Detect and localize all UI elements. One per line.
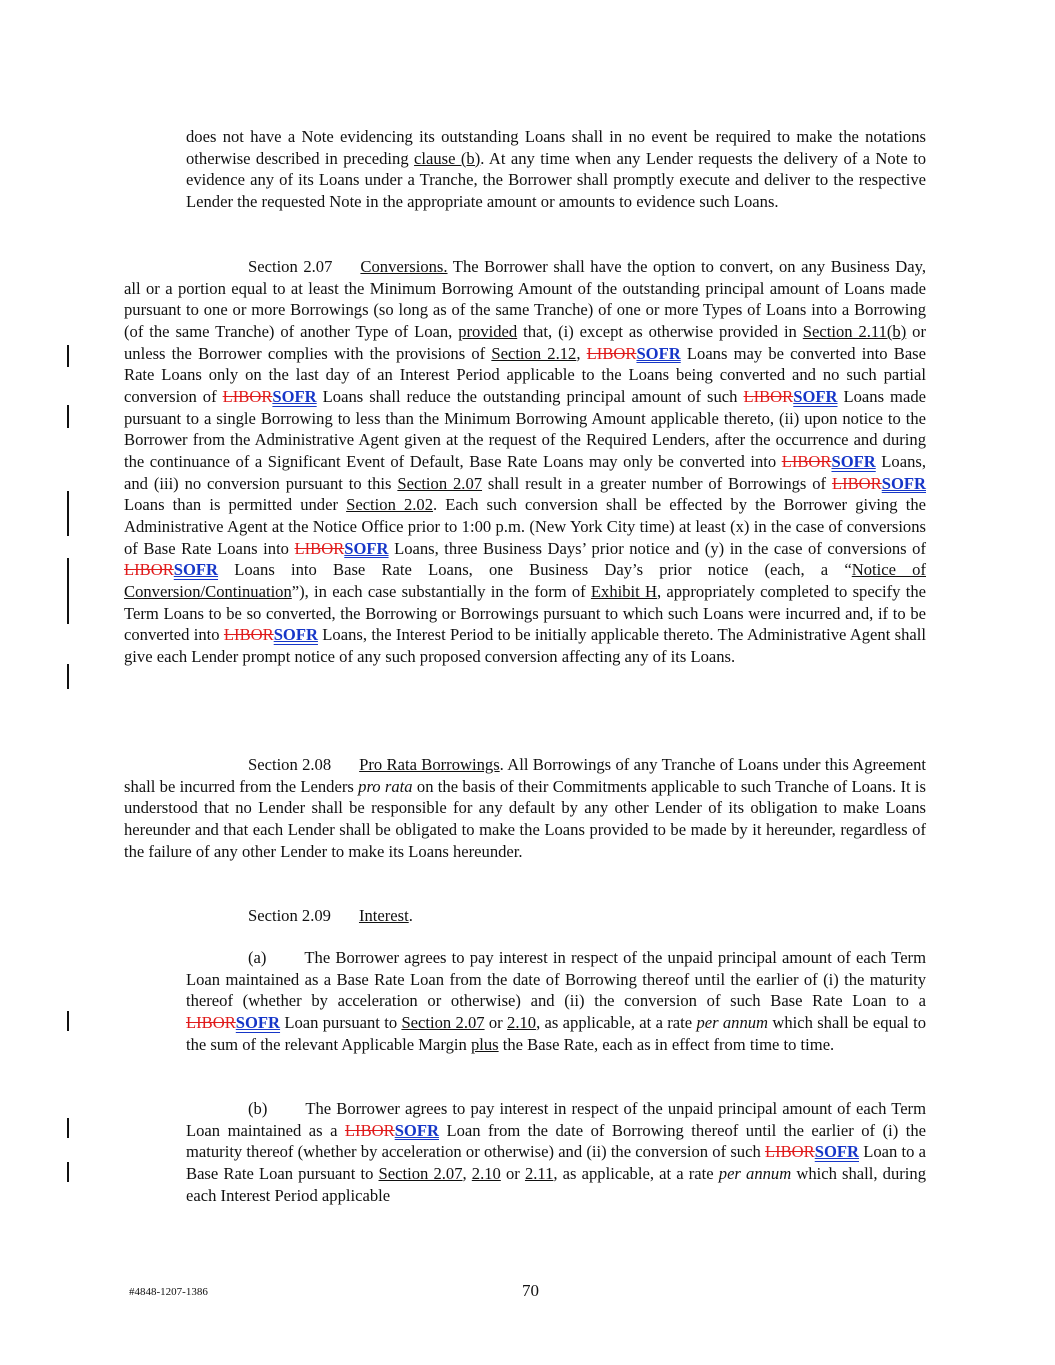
section-number: Section 2.09 bbox=[248, 906, 331, 925]
change-bar bbox=[67, 664, 69, 689]
section-2-07: Section 2.07 Conversions. The Borrower shall have the option to convert, on any Business Day, all or a portion equal to at least the Minimum Borrowing Amount of the outstanding principal amount of Loans made pursuant to one or more Borrowings (so long as of the same Tranche) of one or more Types of Loans into a Borrowing (of the same Tranche) of another Type of Loan, provided that, (i) except as otherwise provided in Section 2.11(b) or unless the Borrower complies with the provisions of Section 2.12, LIBORSOFR Loans may be converted into Base Rate Loans only on the last day of an Interest Period applicable to the Loans being converted and no such partial conversion of LIBORSOFR Loans shall reduce the outstanding principal amount of such LIBORSOFR Loans made pursuant to a single Borrowing to less than the Minimum Borrowing Amount applicable thereto, (ii) upon notice to the Borrower from the Administrative Agent given at the request of the Required Lenders, after the occurrence and during the continuance of a Significant Event of Default, Base Rate Loans may only be converted into LIBORSOFR Loans, and (iii) no conversion pursuant to this Section 2.07 shall result in a greater number of Borrowings of LIBORSOFR Loans than is permitted under Section 2.02. Each such conversion shall be effected by the Borrower giving the Administrative Agent at the Notice Office prior to 1:00 p.m. (New York City time) at least (x) in the case of conversions of Base Rate Loans into LIBORSOFR Loans, three Business Days’ prior notice and (y) in the case of conversions of LIBORSOFR Loans into Base Rate Loans, one Business Day’s prior notice (each, a “Notice of Conversion/Continuation”), in each case substantially in the form of Exhibit H, appropriately completed to specify the Term Loans to be so converted, the Borrowing or Borrowings pursuant to which such Loans were incurred and, if to be converted into LIBORSOFR Loans, the Interest Period to be initially applicable thereto. The Administrative Agent shall give each Lender prompt notice of any such proposed conversion affecting any of its Loans. bbox=[124, 257, 927, 666]
change-bar bbox=[67, 491, 69, 536]
deleted-text: LIBOR bbox=[764, 1142, 815, 1162]
deleted-text: LIBOR bbox=[124, 560, 174, 580]
term-plus: plus bbox=[470, 1034, 499, 1054]
deleted-text: LIBOR bbox=[781, 451, 832, 471]
cross-reference[interactable]: 2.10 bbox=[507, 1012, 537, 1032]
cross-reference[interactable]: 2.10 bbox=[471, 1163, 501, 1183]
cross-reference[interactable]: 2.11 bbox=[524, 1163, 554, 1183]
change-bar bbox=[67, 1118, 69, 1138]
cross-reference[interactable]: Section 2.12 bbox=[491, 343, 577, 363]
cross-reference[interactable]: Section 2.07 bbox=[401, 1012, 485, 1032]
subsection-label: (b) bbox=[248, 1099, 268, 1118]
change-bar bbox=[67, 1011, 69, 1031]
inserted-text: SOFR bbox=[394, 1120, 439, 1140]
cross-reference[interactable]: Section 2.02 bbox=[346, 495, 434, 515]
paragraph-note-delivery: does not have a Note evidencing its outstanding Loans shall in no event be required to make the notations otherwise described in preceding clause (b). At any time when any Lender requests the delivery of a Note to evidence any of its Loans under a Tranche, the Borrower shall promptly execute and deliver to the respective Lender the requested Note in the appropriate amount or amounts to evidence such Loans. bbox=[186, 127, 926, 211]
inserted-text: SOFR bbox=[272, 386, 317, 406]
cross-reference[interactable]: clause (b) bbox=[414, 148, 481, 168]
deleted-text: LIBOR bbox=[186, 1012, 236, 1032]
inserted-text: SOFR bbox=[344, 538, 389, 558]
deleted-text: LIBOR bbox=[294, 538, 345, 558]
italic-term: per annum bbox=[718, 1163, 792, 1183]
cross-reference[interactable]: Section 2.11(b) bbox=[802, 321, 907, 341]
section-2-09: Section 2.09 Interest. bbox=[248, 906, 413, 925]
inserted-text: SOFR bbox=[831, 451, 876, 471]
subsection-label: (a) bbox=[248, 948, 267, 967]
cross-reference[interactable]: Section 2.07 bbox=[378, 1163, 463, 1183]
subsection-2-09-b: (b) The Borrower agrees to pay interest in respect of the unpaid principal amount of each Term Loan maintained as a LIBORSOFR Loan from the date of Borrowing thereof until the earlier of (i) the maturity thereof (whether by acceleration or otherwise) and (ii) the conversion of such LIBORSOFR Loan to a Base Rate Loan pursuant to Section 2.07, 2.10 or 2.11, as applicable, at a rate per annum which shall, during each Interest Period applicable bbox=[186, 1099, 926, 1205]
page-number: 70 bbox=[522, 1281, 539, 1300]
section-2-08: Section 2.08 Pro Rata Borrowings. All Borrowings of any Tranche of Loans under this Agreement shall be incurred from the Lenders pro rata on the basis of their Commitments applicable to such Tranche of Loans. It is understood that no Lender shall be responsible for any default by any other Lender of its obligation to make Loans hereunder and that each Lender shall be obligated to make the Loans provided to be made by it hereunder, regardless of the failure of any other Lender to make its Loans hereunder. bbox=[124, 755, 927, 861]
section-heading: Pro Rata Borrowings bbox=[359, 755, 500, 774]
cross-reference[interactable]: Section 2.07 bbox=[397, 473, 483, 493]
inserted-text: SOFR bbox=[814, 1142, 859, 1162]
subsection-2-09-a: (a) The Borrower agrees to pay interest in respect of the unpaid principal amount of each Term Loan maintained as a Base Rate Loan from the date of Borrowing thereof until the earlier of (i) the maturity thereof (whether by acceleration or otherwise) and (ii) the conversion of such Base Rate Loan to a LIBORSOFR Loan pursuant to Section 2.07 or 2.10, as applicable, at a rate per annum which shall be equal to the sum of the relevant Applicable Margin plus the Base Rate, each as in effect from time to time. bbox=[186, 948, 926, 1054]
deleted-text: LIBOR bbox=[223, 625, 274, 645]
section-number: Section 2.08 bbox=[248, 755, 332, 774]
inserted-text: SOFR bbox=[793, 386, 838, 406]
cross-reference[interactable]: Exhibit H bbox=[590, 581, 657, 601]
inserted-text: SOFR bbox=[881, 473, 926, 493]
section-heading: Conversions. bbox=[360, 257, 448, 276]
deleted-text: LIBOR bbox=[831, 473, 882, 493]
term-provided: provided bbox=[458, 321, 518, 341]
deleted-text: LIBOR bbox=[586, 343, 637, 363]
deleted-text: LIBOR bbox=[743, 386, 794, 406]
change-bar bbox=[67, 558, 69, 624]
inserted-text: SOFR bbox=[636, 343, 681, 363]
inserted-text: SOFR bbox=[173, 560, 219, 580]
change-bar bbox=[67, 405, 69, 428]
document-id: #4848-1207-1386 bbox=[129, 1286, 208, 1298]
defined-term: Notice of Conversion/Continuation bbox=[124, 560, 926, 601]
inserted-text: SOFR bbox=[273, 625, 318, 645]
italic-term: pro rata bbox=[358, 776, 413, 796]
deleted-text: LIBOR bbox=[344, 1120, 395, 1140]
change-bar bbox=[67, 345, 69, 367]
section-number: Section 2.07 bbox=[248, 257, 333, 276]
change-bar bbox=[67, 1162, 69, 1182]
italic-term: per annum bbox=[696, 1012, 769, 1032]
section-heading: Interest bbox=[358, 906, 409, 925]
inserted-text: SOFR bbox=[235, 1012, 281, 1032]
deleted-text: LIBOR bbox=[222, 386, 273, 406]
